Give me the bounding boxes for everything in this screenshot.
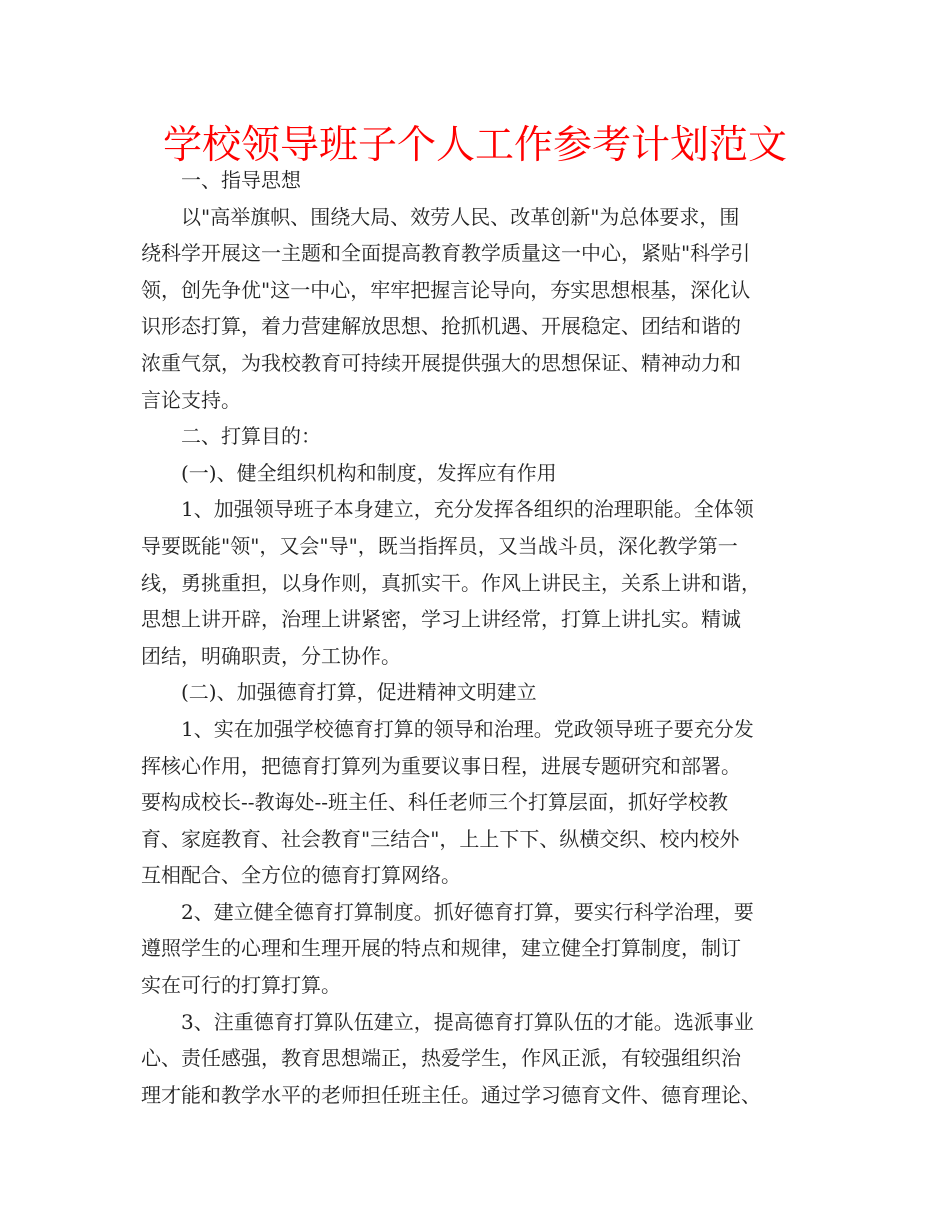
paragraph-line: 互相配合、全方位的德育打算网络。 xyxy=(141,863,461,888)
paragraph-line: 1、加强领导班子本身建立，充分发挥各组织的治理职能。全体领 xyxy=(181,497,754,522)
paragraph-line: 以"高举旗帜、围绕大局、效劳人民、改革创新"为总体要求，围 xyxy=(181,204,740,229)
paragraph-line: 识形态打算，着力营建解放思想、抢抓机遇、开展稳定、团结和谐的 xyxy=(141,314,741,339)
paragraph-line: 团结，明确职责，分工协作。 xyxy=(141,643,401,668)
paragraph-line: 导要既能"领"，又会"导"，既当指挥员，又当战斗员，深化教学第一 xyxy=(141,533,738,558)
paragraph-line: 浓重气氛，为我校教育可持续开展提供强大的思想保证、精神动力和 xyxy=(141,350,741,375)
paragraph xyxy=(141,894,809,1004)
paragraph-line: 理才能和教学水平的老师担任班主任。通过学习德育文件、德育理论、 xyxy=(141,1082,761,1107)
paragraph-line: 1、实在加强学校德育打算的领导和治理。党政领导班子要充分发 xyxy=(181,716,754,741)
document-body xyxy=(141,162,809,1113)
paragraph xyxy=(141,711,809,894)
paragraph xyxy=(141,1004,809,1114)
paragraph xyxy=(141,199,809,419)
paragraph-line: 绕科学开展这一主题和全面提高教育教学质量这一中心，紧贴"科学引 xyxy=(141,241,751,266)
paragraph-line: 线，勇挑重担，以身作则，真抓实干。作风上讲民主，关系上讲和谐， xyxy=(141,570,761,595)
paragraph-line: 挥核心作用，把德育打算列为重要议事日程，进展专题研究和部署。 xyxy=(141,753,741,778)
paragraph-line: 遵照学生的心理和生理开展的特点和规律，建立健全打算制度，制订 xyxy=(141,936,741,961)
subsection-heading: (一)、健全组织机构和制度，发挥应有作用 xyxy=(181,460,557,485)
paragraph-line: 要构成校长--教诲处--班主任、科任老师三个打算层面，抓好学校教 xyxy=(141,790,729,815)
section-heading: 一、指导思想 xyxy=(181,168,301,192)
paragraph-line: 实在可行的打算打算。 xyxy=(141,973,341,998)
paragraph-line: 言论支持。 xyxy=(141,387,241,412)
paragraph-line: 2、建立健全德育打算制度。抓好德育打算，要实行科学治理，要 xyxy=(181,899,754,924)
paragraph xyxy=(141,491,809,674)
paragraph-line: 3、注重德育打算队伍建立，提高德育打算队伍的才能。选派事业 xyxy=(181,1009,754,1034)
subsection-heading: (二)、加强德育打算，促进精神文明建立 xyxy=(181,680,537,705)
paragraph-line: 心、责任感强，教育思想端正，热爱学生，作风正派，有较强组织治 xyxy=(141,1046,741,1071)
paragraph-line: 思想上讲开辟，治理上讲紧密，学习上讲经常，打算上讲扎实。精诚 xyxy=(141,607,741,632)
paragraph-line: 领，创先争优"这一中心，牢牢把握言论导向，夯实思想根基，深化认 xyxy=(141,277,751,302)
section-heading: 二、打算目的： xyxy=(181,424,321,449)
paragraph-line: 育、家庭教育、社会教育"三结合"，上上下下、纵横交织、校内校外 xyxy=(141,826,740,851)
document-title: 学校领导班子个人工作参考计划范文 xyxy=(162,123,787,168)
